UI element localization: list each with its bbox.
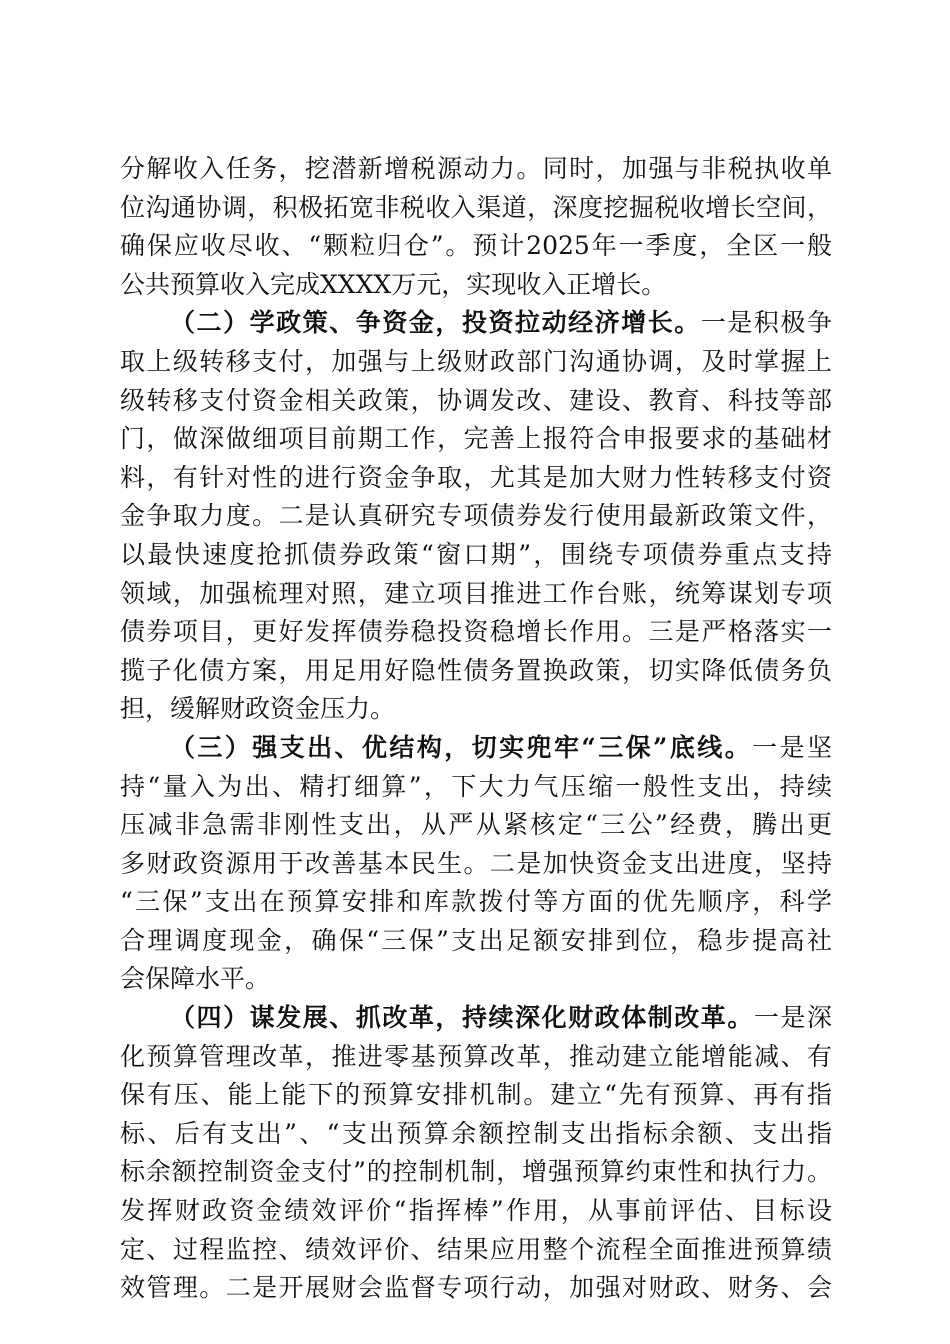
section-heading: （二）学政策、争资金，投资拉动经济增长。	[170, 308, 701, 338]
section-heading: （三）强支出、优结构，切实兜牢“三保”底线。	[170, 732, 753, 762]
section-heading: （四）谋发展、抓改革，持续深化财政体制改革。	[170, 1003, 754, 1033]
document-body	[120, 150, 832, 1308]
text-line: 压减非急需非刚性支出，从严从紧核定“三公”经费，腾出更	[120, 810, 832, 840]
paragraph-revenue-continuation	[120, 150, 832, 304]
text-line: 标余额控制资金支付”的控制机制，增强预算约束性和执行力。	[120, 1157, 832, 1187]
text-line: 金争取力度。二是认真研究专项债券发行使用最新政策文件，	[120, 501, 832, 531]
paragraph-reform	[120, 999, 832, 1308]
text-line: 债券项目，更好发挥债券稳投资稳增长作用。三是严格落实一	[120, 617, 832, 647]
text-line: 化预算管理改革，推进零基预算改革，推动建立能增能减、有	[120, 1041, 832, 1071]
paragraph-first-line	[120, 999, 832, 1038]
paragraph-policy-funding	[120, 304, 832, 729]
text-line: 合理调度现金，确保“三保”支出足额安排到位，稳步提高社	[120, 925, 832, 955]
paragraph-first-line	[120, 304, 832, 343]
paragraph-first-line	[120, 729, 832, 768]
text-segment: 一是积极争	[700, 308, 832, 338]
text-line: 定、过程监控、绩效评价、结果应用整个流程全面推进预算绩	[120, 1234, 832, 1264]
text-line: 多财政资源用于改善基本民生。二是加快资金支出进度，坚持	[120, 848, 832, 878]
text-line: 揽子化债方案，用足用好隐性债务置换政策，切实降低债务负	[120, 655, 832, 685]
paragraph-expenditure	[120, 729, 832, 999]
text-line: 保有压、能上能下的预算安排机制。建立“先有预算、再有指	[120, 1080, 832, 1110]
text-line: 担，缓解财政资金压力。	[120, 694, 396, 724]
text-line: 效管理。二是开展财会监督专项行动，加强对财政、财务、会	[120, 1273, 832, 1303]
text-line: 级转移支付资金相关政策，协调发改、建设、教育、科技等部	[120, 385, 832, 415]
text-line: 标、后有支出”、“支出预算余额控制支出指标余额、支出指	[120, 1118, 832, 1148]
text-line: 领域，加强梳理对照，建立项目推进工作台账，统筹谋划专项	[120, 578, 832, 608]
text-line: 会保障水平。	[120, 964, 271, 994]
text-line: 分解收入任务，挖潜新增税源动力。同时，加强与非税执收单	[120, 154, 832, 183]
text-line: 公共预算收入完成XXXX万元，实现收入正增长。	[120, 269, 667, 299]
text-line: 取上级转移支付，加强与上级财政部门沟通协调，及时掌握上	[120, 346, 832, 376]
text-line: 持“量入为出、精打细算”，下大力气压缩一般性支出，持续	[120, 771, 832, 801]
text-line: 确保应收尽收、“颗粒归仓”。预计2025年一季度，全区一般	[120, 231, 832, 261]
text-segment: 一是深	[753, 1003, 832, 1033]
text-line: 位沟通协调，积极拓宽非税收入渠道，深度挖掘税收增长空间，	[120, 192, 832, 222]
text-segment: 一是坚	[752, 732, 832, 762]
text-line: 以最快速度抢抓债券政策“窗口期”，围绕专项债券重点支持	[120, 539, 832, 569]
text-line: 发挥财政资金绩效评价“指挥棒”作用，从事前评估、目标设	[120, 1196, 832, 1226]
text-line: 门，做深做细项目前期工作，完善上报符合申报要求的基础材	[120, 424, 832, 454]
text-line: “三保”支出在预算安排和库款拨付等方面的优先顺序，科学	[120, 887, 832, 917]
text-line: 料，有针对性的进行资金争取，尤其是加大财力性转移支付资	[120, 462, 832, 492]
